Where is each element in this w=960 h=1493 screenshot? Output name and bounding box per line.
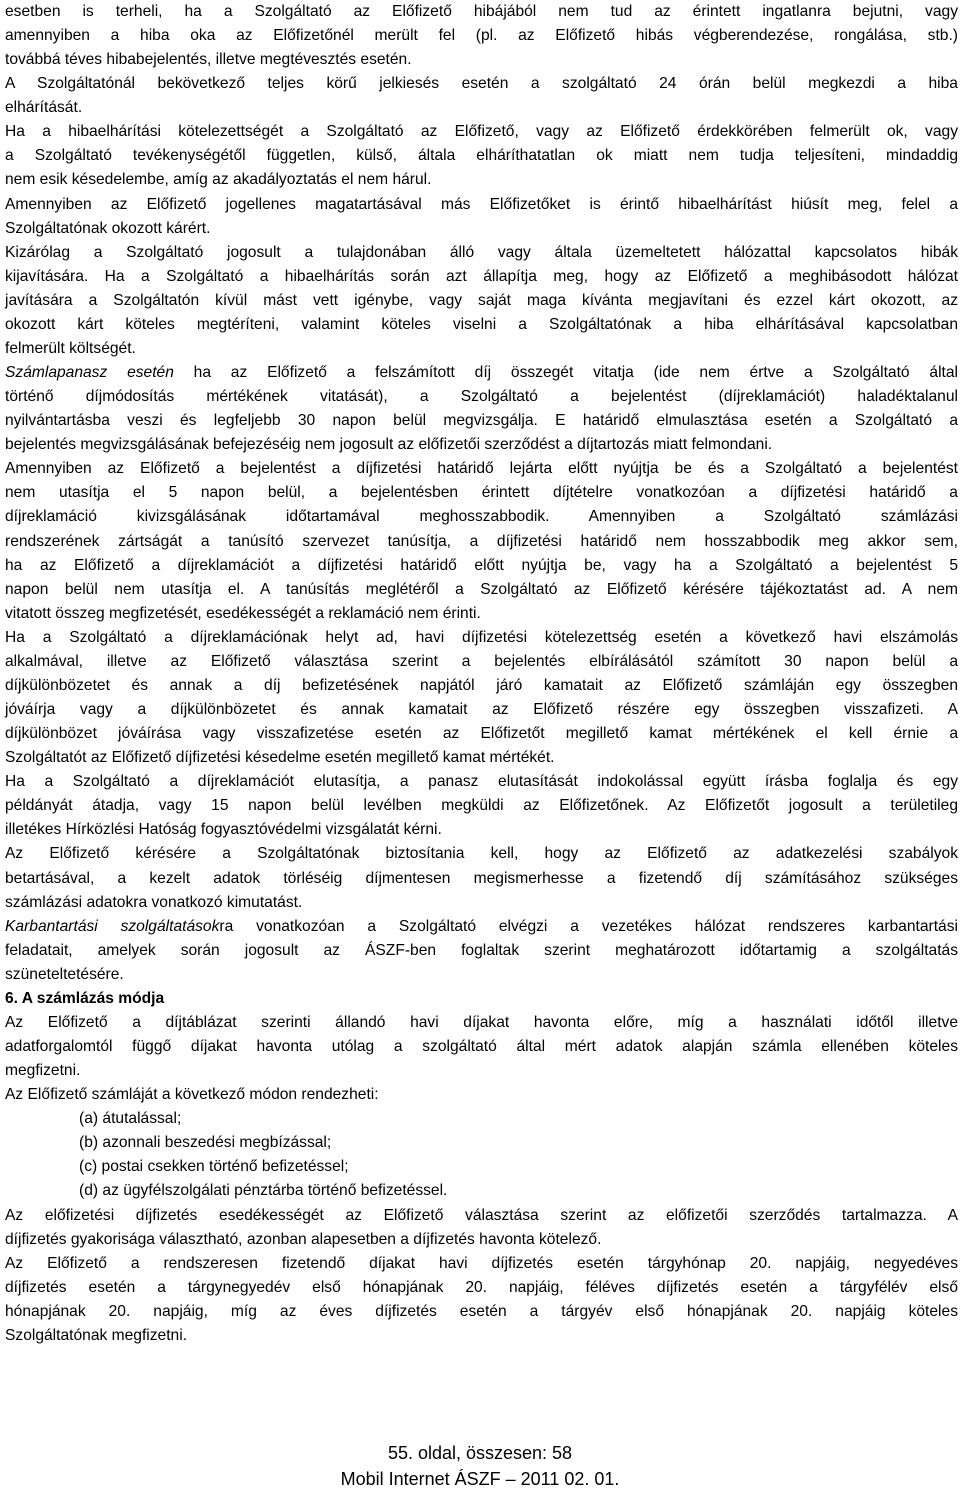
footer-doc-title: Mobil Internet ÁSZF – 2011 02. 01. <box>340 1469 620 1489</box>
paragraph-line: Ha a hibaelhárítási kötelezettségét a Szolgáltató az Előfizető, vagy az Előfizető érdekkörében felmerült ok, vagy <box>5 123 958 141</box>
payment-option-item: (d) az ügyfélszolgálati pénztárba történő befizetéssel. <box>79 1182 448 1200</box>
section-heading: 6. A számlázás módja <box>5 989 165 1007</box>
paragraph-line: javítására a Szolgáltatón kívül mást vett igénybe, vagy saját maga kívánta megjavítani és ezzel kárt okozott, az <box>5 291 958 309</box>
paragraph-line: Amennyiben az Előfizető jogellenes magatartásával más Előfizetőket is érintő hibaelhárítást hiúsít meg, felel a <box>5 195 958 213</box>
paragraph-line: megfizetni. <box>5 1062 81 1080</box>
paragraph-line: kijavítására. Ha a Szolgáltató a hibaelhárítás során azt állapítja meg, hogy az Előfizető a meghibásodott hálózat <box>5 267 958 285</box>
paragraph-line: nem esik késedelembe, amíg az akadályoztatás el nem hárul. <box>5 171 432 189</box>
paragraph-line: hónapjának 20. napjáig, míg az éves díjfizetés esetén a tárgyév első hónapjának 20. napjáig köteles <box>5 1302 958 1320</box>
paragraph-line: szüneteltetésére. <box>5 965 124 983</box>
paragraph-line: Az Előfizető a rendszeresen fizetendő díjakat havi díjfizetés esetén tárgyhónap 20. napjáig, negyedéves <box>5 1254 958 1272</box>
paragraph-line: elhárítását. <box>5 99 83 117</box>
paragraph-line: A Szolgáltatónál bekövetkező teljes körű jelkiesés esetén a szolgáltató 24 órán belül megkezdi a hiba <box>5 75 958 93</box>
paragraph-line: a Szolgáltató tevékenységétől független, külső, általa elháríthatatlan ok miatt nem tudja teljesíteni, mindaddig <box>5 147 958 165</box>
italic-term: Számlapanasz esetén <box>5 364 174 382</box>
paragraph-line: számlázási adatokra vonatkozó kimutatást. <box>5 893 303 911</box>
paragraph-line: feladatait, amelyek során jogosult az ÁSZF-ben foglaltak szerint meghatározott időtartamig a szolgáltatás <box>5 941 958 959</box>
paragraph-line: díjreklamáció kivizsgálásának időtartamával meghosszabbodik. Amennyiben a Szolgáltató számlázási <box>5 508 958 526</box>
paragraph-line: nem utasítja el 5 napon belül, a bejelentésben érintett díjtételre vonatkozóan a díjfizetési határidő a <box>5 484 958 502</box>
paragraph-line: bejelentés megvizsgálásának befejezéséig nem jogosult az előfizetői szerződést a díjtartozás miatt felmondani. <box>5 436 773 454</box>
paragraph-line <box>5 915 958 939</box>
paragraph-line: illetékes Hírközlési Hatóság fogyasztóvédelmi vizsgálatát kérni. <box>5 821 442 839</box>
paragraph-line: nyilvántartásba veszi és legfeljebb 30 napon belül megvizsgálja. E határidő elmulasztása esetén a Szolgáltató a <box>5 412 958 430</box>
paragraph-line: esetben is terheli, ha a Szolgáltató az Előfizető hibájából nem tud az érintett ingatlanra bejutni, vagy <box>5 3 958 20</box>
paragraph-line: napon belül nem utasítja el. A tanúsítás meglétéről a Szolgáltató az Előfizető kérésére tájékoztatást ad. A nem <box>5 580 958 598</box>
paragraph-line: Az Előfizető számláját a következő módon rendezheti: <box>5 1086 379 1104</box>
line-text: ha az Előfizető a felszámított díj összegét vitatja (ide nem értve a Szolgáltató által <box>173 364 958 382</box>
paragraph-line: rendszerének zártságát a tanúsító szervezet tanúsítja, a díjfizetési határidő nem hosszabbodik meg akkor sem, <box>5 532 958 550</box>
paragraph-line: adatforgalomtól függő díjakat havonta utólag a szolgáltató által mért adatok alapján számla ellenében köteles <box>5 1038 958 1055</box>
paragraph-line: díjkülönbözetet és annak a díj befizetésének napjától járó kamatait az Előfizető számláján egy összegben <box>5 676 958 694</box>
paragraph-line: példányát átadja, vagy 15 napon belül levélben megküldi az Előfizetőnek. Az Előfizetőt jogosult a területileg <box>5 797 958 815</box>
paragraph-line: Ha a Szolgáltató a díjreklamációnak helyt ad, havi díjfizetési kötelezettség esetén a következő havi elszámolás <box>5 628 958 646</box>
paragraph-line: alkalmával, illetve az Előfizető választása szerint a bejelentés elbírálásától számított 30 napon belül a <box>5 652 958 670</box>
paragraph-line: Az Előfizető kérésére a Szolgáltatónak biztosítania kell, hogy az Előfizető az adatkezelési szabályok <box>5 845 958 863</box>
paragraph-line: betartásával, a kezelt adatok törléséig díjmentesen megismerhesse a fizetendő díj számításához szükséges <box>5 869 958 887</box>
paragraph-line: felmerült költségét. <box>5 339 136 357</box>
paragraph-line: díjfizetés gyakorisága választható, azonban alapesetben a díjfizetés havonta kötelező. <box>5 1230 602 1248</box>
paragraph-line: Szolgáltatót az Előfizető díjfizetési késedelme esetén megillető kamat mértékét. <box>5 749 555 767</box>
footer-page-info: 55. oldal, összesen: 58 <box>387 1443 573 1463</box>
paragraph-line: okozott kárt köteles megtéríteni, valamint köteles viselni a Szolgáltatónak a hiba elhárításával kapcsolatban <box>5 315 958 333</box>
paragraph-line: amennyiben a hiba oka az Előfizetőnél merült fel (pl. az Előfizető hibás végberendezése, rongálása, stb.) <box>5 27 958 45</box>
paragraph-line: vitatott összeg megfizetését, esedékességét a reklamáció nem érinti. <box>5 604 481 622</box>
paragraph-line: Amennyiben az Előfizető a bejelentést a díjfizetési határidő lejárta előtt nyújtja be és a Szolgáltató a bejelentést <box>5 460 958 478</box>
paragraph-line: Szolgáltatónak okozott kárért. <box>5 219 211 237</box>
paragraph-line: Az Előfizető a díjtáblázat szerinti állandó havi díjakat havonta előre, míg a használati időtől illetve <box>5 1013 958 1031</box>
italic-term: Karbantartási szolgáltatások <box>5 917 220 935</box>
paragraph-line: továbbá téves hibabejelentés, illetve megtévesztés esetén. <box>5 51 412 69</box>
paragraph-line: Kizárólag a Szolgáltató jogosult a tulajdonában álló vagy általa üzemeltetett hálózattal kapcsolatos hibák <box>5 243 958 261</box>
paragraph-line: ha az Előfizető a díjreklamációt a díjfizetési határidő előtt nyújtja be, vagy ha a Szolgáltató a bejelentést 5 <box>5 556 958 574</box>
paragraph-line: történő díjmódosítás mértékének vitatását), a Szolgáltató a bejelentést (díjreklamációt) haladéktalanul <box>5 388 958 406</box>
paragraph-line: díjkülönbözet jóváírása vagy visszafizetése esetén az Előfizetőt megillető kamat mértékének el kell érnie a <box>5 725 958 743</box>
payment-option-item: (c) postai csekken történő befizetéssel; <box>79 1158 349 1176</box>
paragraph-line: jóváírja vagy a díjkülönbözetet és annak kamatait az Előfizető részére egy összegben visszafizeti. A <box>5 701 958 719</box>
payment-option-item: (a) átutalással; <box>79 1110 182 1128</box>
paragraph-line <box>5 361 958 385</box>
line-text: ra vonatkozóan a Szolgáltató elvégzi a vezetékes hálózat rendszeres karbantartási <box>219 917 958 935</box>
paragraph-line: Az előfizetési díjfizetés esedékességét az Előfizető választása szerint az előfizetői szerződés tartalmazza. A <box>5 1206 958 1224</box>
payment-option-item: (b) azonnali beszedési megbízással; <box>79 1134 332 1152</box>
paragraph-line: Szolgáltatónak megfizetni. <box>5 1326 188 1344</box>
paragraph-line: díjfizetés esetén a tárgynegyedév első hónapjának 20. napjáig, féléves díjfizetés esetén a tárgyfélév első <box>5 1278 958 1296</box>
paragraph-line: Ha a Szolgáltató a díjreklamációt elutasítja, a panasz elutasítását indokolással együtt írásba foglalja és egy <box>5 773 958 791</box>
